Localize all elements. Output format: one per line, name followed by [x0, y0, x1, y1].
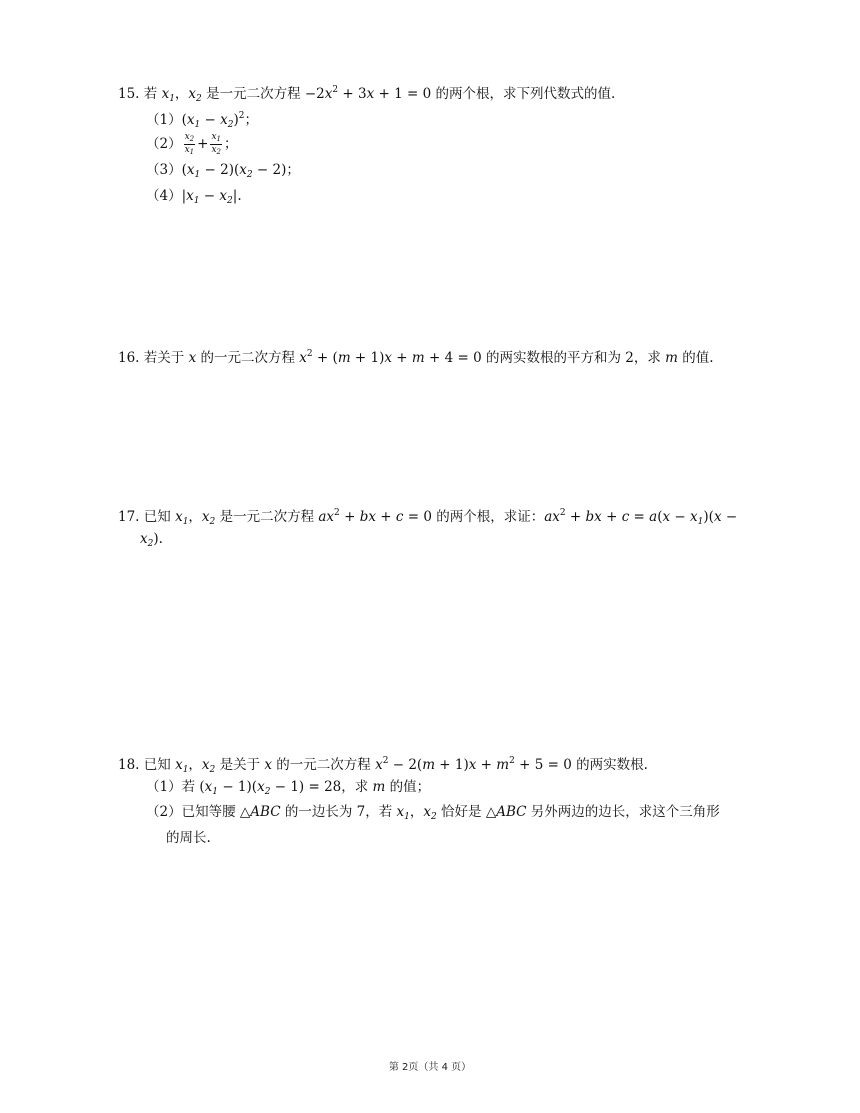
q15-part1: $(1)(x_1 - x_2)^2$； — [146, 111, 259, 130]
q18-part2-cont: 的周长. — [166, 830, 211, 846]
q15-part2: （2） $\frac{x_2}{x_1}$ + $\frac{x_1}{x_2}$ ； — [146, 132, 238, 156]
q17-stem-cont: $x_2$). — [140, 531, 163, 549]
q15-part4: $(4)|x_1 - x_2|$. — [146, 188, 242, 206]
q18-part1: （1）若 $(x_1 - 1)(x_2 - 1) = 28$，求 m 的值； — [146, 779, 431, 797]
q15-stem: 15. 若 $x_1$，$x_2$ 是一元二次方程 $-2x^2 + 3x + 1 = 0$ 的两个根，求下列代数式的值. — [118, 85, 616, 104]
q15-part3: $(3)(x_1 - 2)(x_2 - 2)$； — [146, 162, 300, 180]
q17-stem: 17. 已知 $x_1$，$x_2$ 是一元二次方程 $ax^2$ + bx + c = 0 的两个根，求证：$ax^2$ + bx + $c = a(x - x_1)(x$ − — [118, 508, 738, 527]
page-footer: 第 2页（共 4 页） — [388, 1062, 472, 1073]
q18-stem: 18. 已知 $x_1$，$x_2$ 是关于 x 的一元二次方程 $x^2 - 2(m + 1)x + m^2 + 5 = 0$ 的两实数根. — [118, 756, 648, 775]
q16-stem: 16. 若关于 x 的一元二次方程 $x^2 + (m + 1)x + m + 4 = 0$ 的两实数根的平方和为 2，求 m 的值. — [118, 349, 714, 366]
q18-part2: （2）已知等腰 △ABC 的一边长为 7，若 $x_1$，$x_2$ 恰好是 △ABC 另外两边的边长，求这个三角形 — [146, 804, 720, 822]
